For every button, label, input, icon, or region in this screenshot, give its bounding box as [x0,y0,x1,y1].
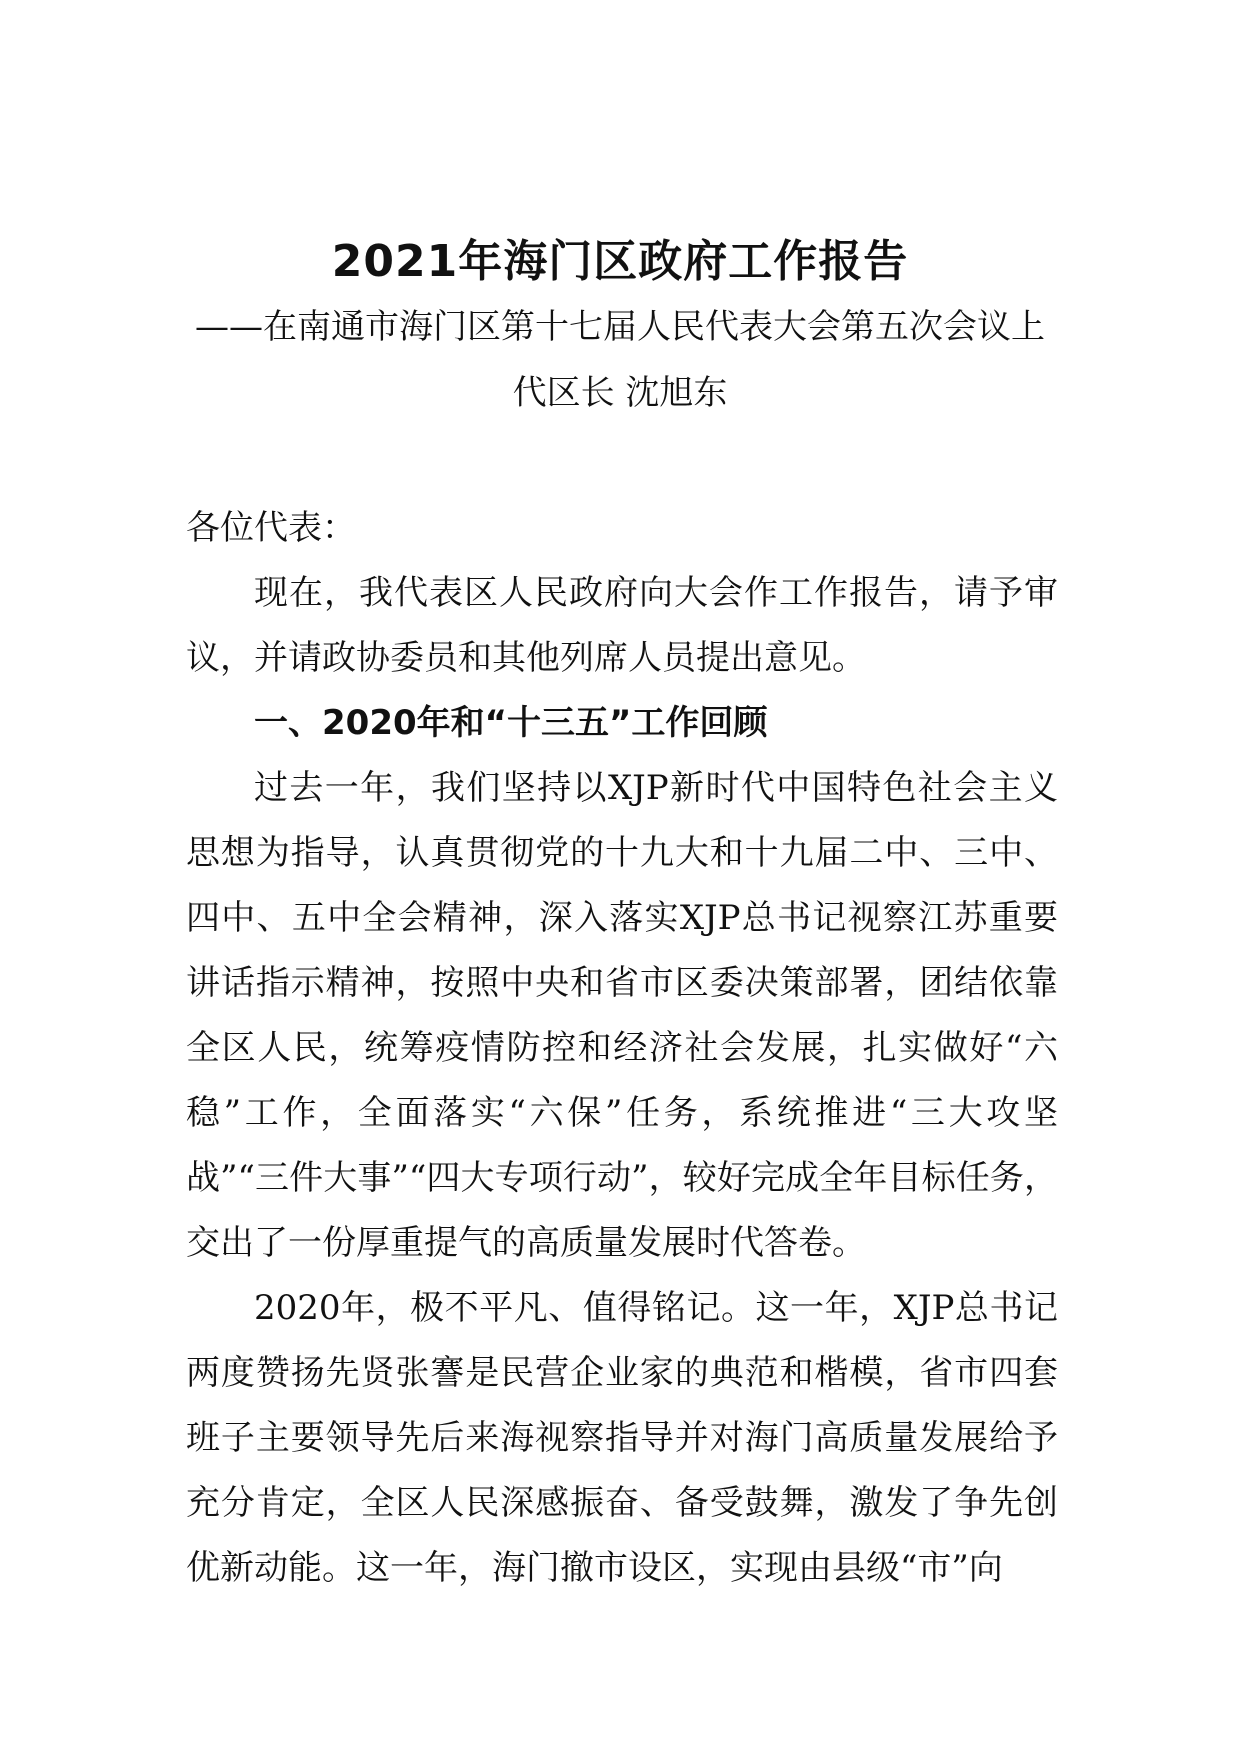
document-title: 2021年海门区政府工作报告 [331,236,909,287]
salutation: 各位代表： [186,508,356,548]
document-body [186,496,1058,1601]
document-subtitle: ——在南通市海门区第十七届人民代表大会第五次会议上 [195,307,1045,347]
document-byline: 代区长 沈旭东 [512,373,728,413]
paragraph-intro: 现在，我代表区人民政府向大会作工作报告，请予审议，并请政协委员和其他列席人员提出意见。 [186,573,1058,678]
paragraph-review: 过去一年，我们坚持以XJP新时代中国特色社会主义思想为指导，认真贯彻党的十九大和十九届二中、三中、四中、五中全会精神，深入落实XJP总书记视察江苏重要讲话指示精神，按照中央和省市区委决策部署，团结依靠全区人民，统筹疫情防控和经济社会发展，扎实做好“六稳”工作，全面落实“六保”任务，系统推进“三大攻坚战”“三件大事”“四大专项行动”，较好完成全年目标任务，交出了一份厚重提气的高质量发展时代答卷。 [186,768,1058,1263]
section-heading: 一、2020年和“十三五”工作回顾 [254,703,768,743]
paragraph-2020: 2020年，极不平凡、值得铭记。这一年，XJP总书记两度赞扬先贤张謇是民营企业家的典范和楷模，省市四套班子主要领导先后来海视察指导并对海门高质量发展给予充分肯定，全区人民深感振奋、备受鼓舞，激发了争先创优新动能。这一年，海门撤市设区，实现由县级“市”向 [186,1288,1058,1588]
